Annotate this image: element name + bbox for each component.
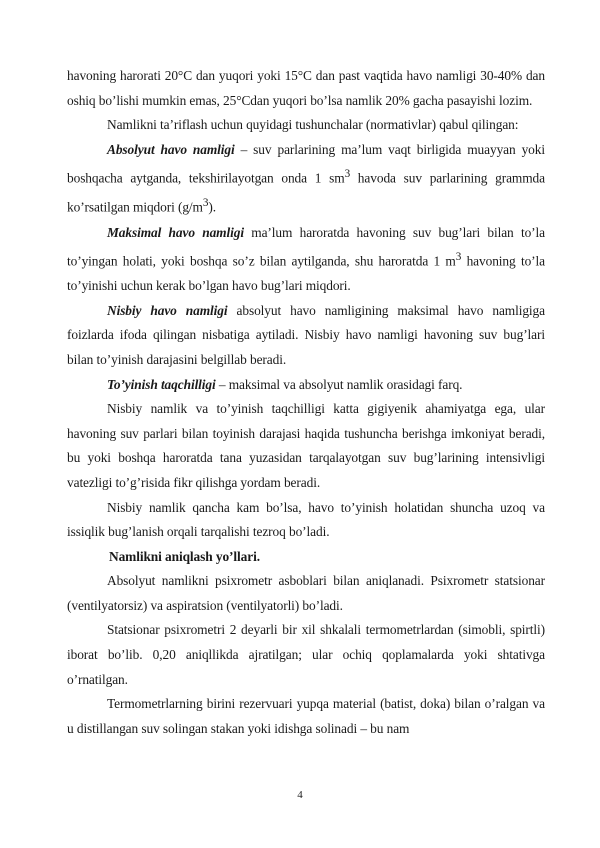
superscript: 3 xyxy=(344,168,351,181)
section-heading: Namlikni aniqlash yo’llari. xyxy=(109,548,260,564)
page-number: 4 xyxy=(297,789,303,801)
paragraph-relative-humidity xyxy=(67,299,545,373)
superscript: 3 xyxy=(455,251,462,264)
paragraph-stationary-psychrometer: Statsionar psixrometri 2 deyarli bir xil shkalali termometrlardan (simobli, spirtli) iborat bo’lib. 0,20 aniqllikda ajratilgan; ular ochiq qoplamalarda yoki shtativga o’rnatilgan. xyxy=(67,622,545,687)
paragraph-evaporation: Nisbiy namlik qancha kam bo’lsa, havo to’yinish holatidan shuncha uzoq va issiqlik bug’lanish orqali tarqalishi tezroq bo’ladi. xyxy=(67,499,545,540)
paragraph-continuation: havoning harorati 20°C dan yuqori yoki 15°C dan past vaqtida havo namligi 30-40% dan oshiq bo’lishi mumkin emas, 25°Cdan yuqori bo’lsa namlik 20% gacha pasayishi lozim. xyxy=(67,68,545,108)
page-body xyxy=(67,64,545,741)
paragraph-hygienic-importance: Nisbiy namlik va to’yinish taqchilligi katta gigiyenik ahamiyatga ega, ular havoning suv parlari bilan toyinish darajasi haqida tushuncha berishga imkoniyat beradi, bu yoki boshqa haroratda tana yuzasidan tarqalayotgan suv bug’larining intensivligi vatezligi to’g’risida fikr qilishga yordam beradi. xyxy=(67,401,545,490)
paragraph-thermometers: Termometrlarning birini rezervuari yupqa material (batist, doka) bilan o’ralgan va u distillangan suv solingan stakan yoki idishga solinadi – bu nam xyxy=(67,696,545,736)
paragraph-absolute-humidity xyxy=(67,138,545,221)
term-maximal-humidity: Maksimal havo namligi xyxy=(107,224,244,240)
paragraph-saturation-deficit xyxy=(67,373,545,398)
definition-text: ma’lum haroratda havoning suv bug’lari bilan to’la to’yingan holati, yoki boshqa so’z bilan aytilganda, shu haroratda 1 m xyxy=(67,224,545,269)
term-relative-humidity: Nisbiy havo namligi xyxy=(107,302,228,318)
term-saturation-deficit: To’yinish taqchilligi xyxy=(107,376,216,392)
definition-text: – maksimal va absolyut namlik orasidagi farq. xyxy=(215,376,463,392)
definition-text: absolyut havo namligining maksimal havo namligiga foizlarda ifoda qilingan nisbatiga aytiladi. Nisbiy havo namligi havoning suv bug’lari bilan to’yinish darajasini belgillab beradi. xyxy=(67,302,545,367)
definition-text: havoning to’la to’yinishi uchun kerak bo’lgan havo bug’lari miqdori. xyxy=(67,253,545,294)
definition-text: ). xyxy=(208,199,216,215)
paragraph-psychrometer: Absolyut namlikni psixrometr asboblari bilan aniqlanadi. Psixrometr statsionar (ventilyatorsiz) va aspiratsion (ventilyatorli) bo’ladi. xyxy=(67,573,545,613)
paragraph-maximal-humidity xyxy=(67,221,545,299)
definition-text: – suv parlarining ma’lum vaqt birligida muayyan yoki boshqacha aytganda, tekshirilayotgan onda 1 sm xyxy=(67,141,545,186)
term-absolute-humidity: Absolyut havo namligi xyxy=(107,141,235,157)
paragraph-definitions-intro: Namlikni ta’riflash uchun quyidagi tushunchalar (normativlar) qabul qilingan: xyxy=(107,117,519,133)
definition-text: havoda suv parlarining grammda ko’rsatilgan miqdori (g/m xyxy=(67,170,545,215)
superscript: 3 xyxy=(202,197,209,210)
